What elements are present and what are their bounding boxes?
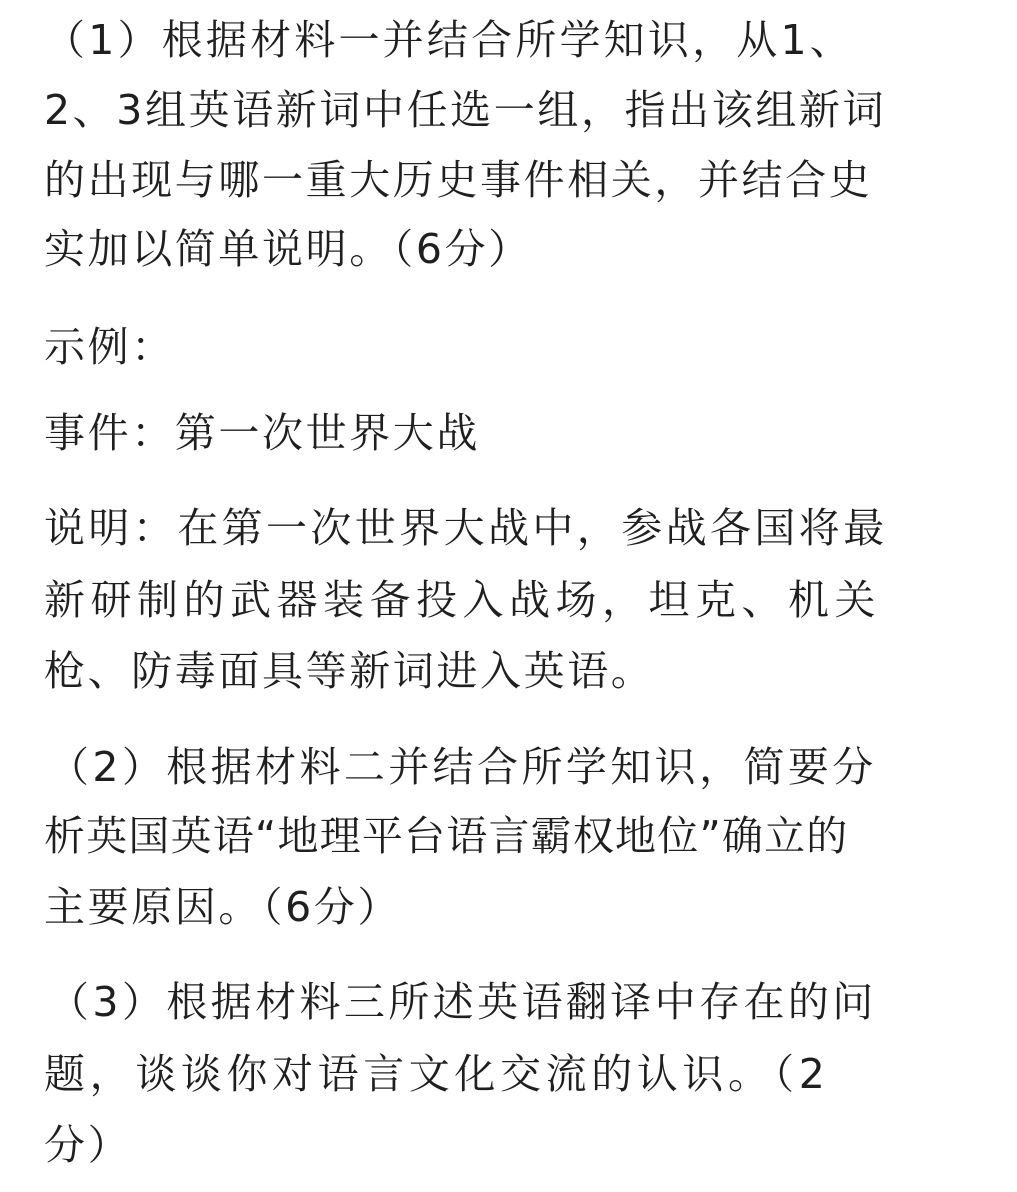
- question-2-line-3: 主要原因。（6分）: [44, 883, 401, 931]
- question-2-line-1: （2）根据材料二并结合所学知识，简要分: [48, 743, 877, 791]
- example-explanation-line-2: 新研制的武器装备投入战场，坦克、机关: [44, 576, 881, 624]
- question-1-line-2: 2、3组英语新词中任选一组，指出该组新词: [44, 86, 887, 134]
- example-explanation-line-1: 说明：在第一次世界大战中，参战各国将最: [44, 504, 888, 552]
- example-event: 事件：第一次世界大战: [44, 409, 480, 457]
- question-1-line-4: 实加以简单说明。（6分）: [44, 225, 532, 273]
- question-2-line-2: 析英国英语“地理平台语言霸权地位”确立的: [44, 812, 849, 860]
- example-explanation-line-3: 枪、防毒面具等新词进入英语。: [44, 647, 655, 695]
- question-3-line-1: （3）根据材料三所述英语翻译中存在的问: [48, 978, 877, 1026]
- question-3-line-3: 分）: [44, 1121, 132, 1169]
- question-3-line-2: 题，谈谈你对语言文化交流的认识。（2: [44, 1050, 830, 1098]
- question-1-line-1: （1）根据材料一并结合所学知识，从1、: [44, 16, 854, 64]
- example-heading: 示例：: [44, 323, 175, 371]
- question-1-line-3: 的出现与哪一重大历史事件相关，并结合史: [44, 156, 873, 204]
